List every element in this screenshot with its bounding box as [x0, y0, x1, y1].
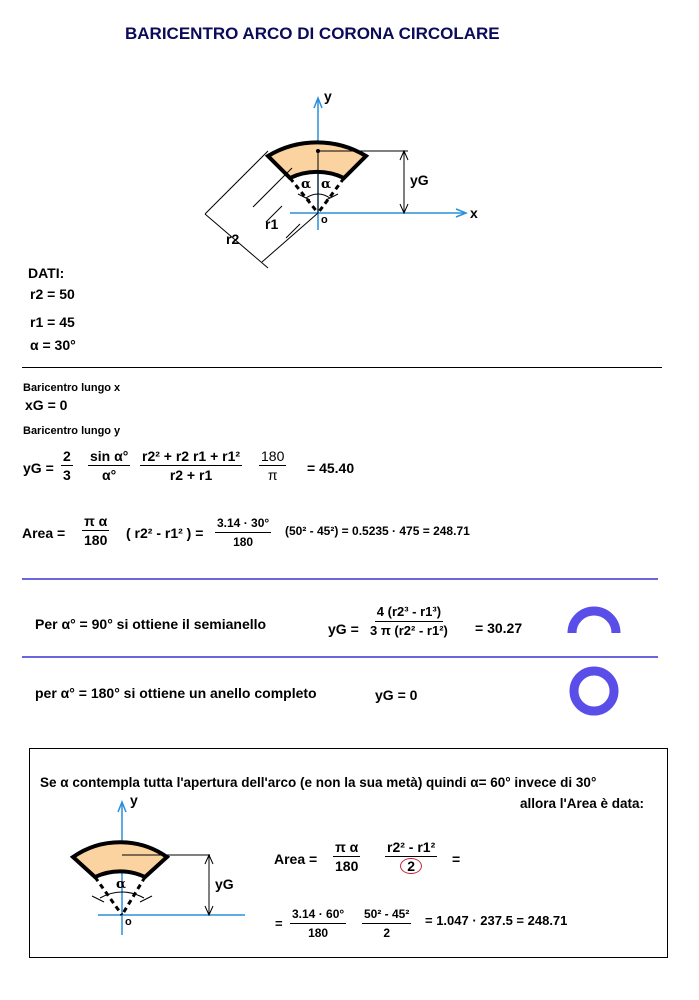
baricentro-y-heading: Baricentro lungo y — [23, 425, 121, 437]
box-eq: = — [452, 851, 461, 867]
box-area-lhs: Area = — [274, 851, 318, 867]
semianello-result: = 30.27 — [475, 620, 523, 636]
dati-r2: r2 = 50 — [30, 286, 75, 302]
numerator: 3.14 · 30° — [215, 515, 271, 533]
denominator: π — [267, 467, 278, 483]
y-axis-label: y — [324, 88, 332, 104]
denominator: 180 — [84, 532, 108, 548]
fraction-box-radii — [385, 839, 437, 874]
x-axis-label: x — [470, 205, 478, 221]
denominator: r2 + r1 — [169, 467, 213, 483]
numerator: π α — [84, 513, 108, 529]
numerator: 50² - 45² — [362, 906, 411, 924]
dati-alpha: α = 30° — [30, 337, 76, 353]
page-title: BARICENTRO ARCO DI CORONA CIRCOLARE — [125, 24, 500, 43]
r1-label: r1 — [265, 216, 279, 232]
numerator: π α — [335, 839, 359, 855]
denominator: 180 — [233, 535, 254, 549]
y-axis-label-small: y — [130, 792, 138, 808]
numerator: r2² - r1² — [387, 839, 436, 855]
numerator: 4 (r2³ - r1³) — [375, 604, 443, 622]
r2-label: r2 — [226, 231, 240, 247]
numerator: 3.14 · 60° — [290, 906, 346, 924]
numerator: 2 — [63, 448, 71, 464]
yg-lhs: yG = — [23, 460, 54, 476]
denominator: 3 — [63, 467, 71, 483]
origin-label: o — [321, 214, 328, 226]
box-row2-rest: = 1.047 · 237.5 = 248.71 — [425, 913, 568, 928]
semianello-text: Per α° = 90° si ottiene il semianello — [35, 616, 267, 632]
denominator: 3 π (r2² - r1²) — [370, 623, 448, 638]
denominator: 2 — [383, 926, 391, 940]
dati-heading: DATI: — [28, 265, 65, 281]
yg-label: yG — [410, 172, 429, 188]
area-paren: ( r2² - r1² ) = — [126, 525, 204, 541]
anello-text: per α° = 180° si ottiene un anello completo — [35, 685, 317, 701]
area-rest: (50² - 45²) = 0.5235 · 475 = 248.71 — [285, 524, 470, 538]
box-row2-lhs: = — [275, 916, 283, 931]
anello-result: yG = 0 — [375, 687, 418, 703]
fraction-box-3-14-60 — [290, 906, 346, 941]
denominator: α° — [102, 467, 117, 483]
alpha-label-small: α — [116, 877, 127, 892]
numerator: sin α° — [90, 448, 129, 464]
dati-r1: r1 = 45 — [30, 314, 75, 330]
circled-2: 2 — [400, 858, 422, 874]
fraction-box-pi-alpha — [333, 839, 360, 874]
denominator: 180 — [335, 858, 359, 874]
semianello-lhs: yG = — [328, 621, 359, 637]
box-line1: Se α contempla tutta l'apertura dell'arco (e non la sua metà) quindi α= 60° invece di 30° — [40, 775, 597, 790]
box-line2: allora l'Area è data: — [520, 796, 645, 811]
alpha-right-label: α — [321, 177, 332, 192]
yg-result: = 45.40 — [307, 460, 355, 476]
denominator: 180 — [308, 926, 329, 940]
xg-value: xG = 0 — [25, 397, 68, 413]
numerator: r2² + r2 r1 + r1² — [142, 448, 241, 464]
fraction-box-squares — [362, 906, 411, 941]
area-lhs: Area = — [22, 525, 66, 541]
baricentro-x-heading: Baricentro lungo x — [23, 382, 121, 394]
yg-label-small: yG — [215, 876, 234, 892]
alpha-left-label: α — [301, 177, 312, 192]
origin-label-small: o — [125, 916, 132, 928]
numerator: 180 — [261, 448, 285, 464]
